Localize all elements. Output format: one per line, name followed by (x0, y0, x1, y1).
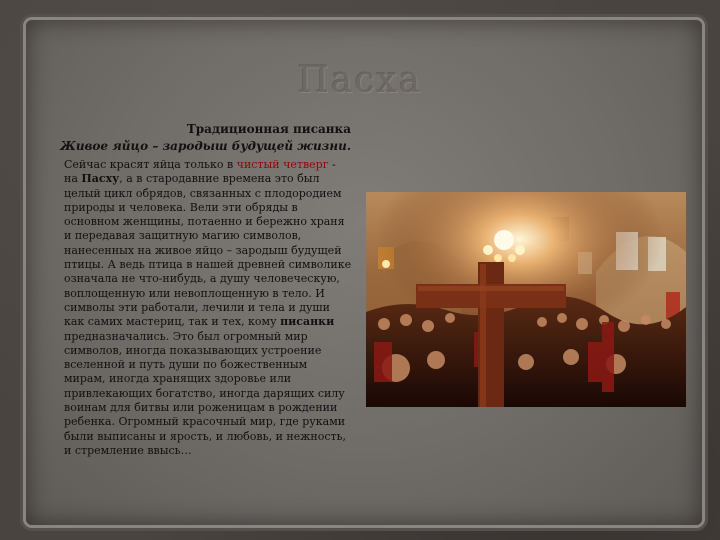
body-part-3: , а в стародавние времена это был целый цикл обрядов, связанных с плодородием природы и человека. Вели эти обряды в основном женщины, потаенно и бережно храня и передавая защитную магию символов, нанесенных на живое яйцо – зародыш будущей птицы. А ведь птица в нашей древней символике означала не что-нибудь, а душу человеческую, воплощенную или невоплощенную в тело. И символы эти работали, лечили и тела и души как самих мастериц, так и тех, кому (64, 172, 352, 329)
body-part-1: Сейчас красят яйца только в (64, 158, 237, 171)
subtitle-line-1: Традиционная писанка (186, 122, 351, 136)
subtitle-line-2: Живое яйцо – зародыш будущей жизни. (60, 139, 351, 153)
body-red-phrase: чистый четверг (236, 158, 329, 171)
body-part-2: - на (64, 158, 336, 186)
body-bold-2: писанки (280, 315, 335, 329)
body-part-4: предназначались. Это был огромный мир символов, иногда показывающих устроение вселенной и путь души по божественным мирам, иногда хранящих здоровье или привлекающих богатство, иногда дарящих силу воинам для битвы или роженицам в рождении ребенка. Огромный красочный мир, где руками были выписаны и ярость, и любовь, и нежность, и стремление ввысь… (64, 329, 347, 457)
body-bold-1: Пасху (81, 172, 120, 186)
church-interior-illustration (366, 192, 686, 407)
body-paragraph (64, 158, 352, 458)
slide-title: Пасха (297, 60, 423, 101)
church-photo (366, 192, 686, 407)
